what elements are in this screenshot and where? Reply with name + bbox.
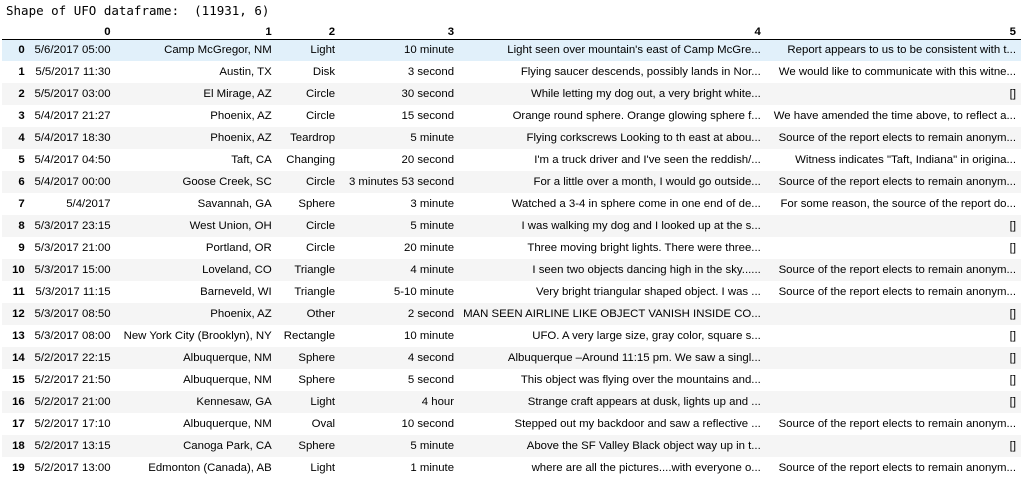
table-cell: 3 second [407, 66, 455, 78]
table-cell: Watched a 3-4 in sphere come in one end of de... [511, 198, 761, 210]
table-cell: Barneveld, WI [200, 286, 272, 298]
table-cell: We have amended the time above, to reflect a... [773, 110, 1016, 122]
table-cell: Sphere [298, 198, 336, 210]
table-cell: 5/4/2017 [66, 198, 111, 210]
table-cell: 5 second [407, 374, 455, 386]
table-cell: Stepped out my backdoor and saw a reflective ... [514, 418, 761, 430]
table-row [2, 105, 1021, 127]
table-cell: [] [1009, 220, 1016, 232]
table-cell: For a little over a month, I would go outside... [533, 176, 761, 188]
table-cell: Savannah, GA [197, 198, 272, 210]
column-header: 0 [30, 20, 116, 39]
table-cell: 4 hour [421, 396, 455, 408]
table-row [2, 435, 1021, 457]
table-cell: [] [1009, 308, 1016, 320]
row-index: 0 [18, 44, 25, 57]
table-cell: 5/4/2017 04:50 [34, 154, 111, 166]
table-cell: Phoenix, AZ [210, 308, 272, 320]
table-cell: Above the SF Valley Black object way up in t... [526, 440, 761, 452]
table-cell: Kennesaw, GA [196, 396, 272, 408]
table-cell: El Mirage, AZ [203, 88, 272, 100]
table-cell: 1 minute [410, 462, 455, 474]
table-cell: I was walking my dog and I looked up at the s... [521, 220, 761, 232]
table-cell: Light seen over mountain's east of Camp McGre... [507, 44, 761, 57]
table-cell: Sphere [298, 440, 336, 452]
table-cell: [] [1009, 242, 1016, 254]
table-cell: 5/3/2017 21:00 [34, 242, 111, 254]
row-index: 4 [18, 132, 25, 144]
table-cell: [] [1009, 374, 1016, 386]
table-row [2, 215, 1021, 237]
table-cell: 5/3/2017 11:15 [35, 286, 111, 298]
row-index: 2 [18, 88, 25, 100]
table-cell: 4 minute [410, 264, 455, 276]
table-row [2, 171, 1021, 193]
table-cell: Triangle [294, 264, 336, 276]
table-cell: Rectangle [283, 330, 336, 342]
table-cell: Circle [305, 220, 336, 232]
table-cell: I seen two objects dancing high in the sky...... [532, 264, 761, 276]
table-cell: Circle [305, 176, 336, 188]
table-cell: 5-10 minute [393, 286, 455, 298]
table-row [2, 127, 1021, 149]
table-cell: Other [306, 308, 336, 320]
table-cell: Oval [311, 418, 336, 430]
table-cell: MAN SEEN AIRLINE LIKE OBJECT VANISH INSIDE CO... [463, 308, 761, 320]
table-cell: Portland, OR [205, 242, 272, 254]
table-cell: Sphere [298, 374, 336, 386]
table-cell: 5/3/2017 15:00 [34, 264, 111, 276]
table-cell: Albuquerque –Around 11:15 pm. We saw a singl... [507, 352, 761, 364]
table-cell: 5/2/2017 13:15 [34, 440, 111, 452]
table-cell: Camp McGregor, NM [164, 44, 272, 57]
ufo-dataframe-table [2, 20, 1021, 479]
row-index: 8 [18, 220, 25, 232]
column-header: 1 [116, 20, 277, 39]
table-cell: I'm a truck driver and I've seen the reddish/... [534, 154, 761, 166]
table-cell: 4 second [407, 352, 455, 364]
table-cell: Very bright triangular shaped object. I was ... [536, 286, 761, 298]
table-cell: [] [1009, 440, 1016, 452]
table-cell: 5/2/2017 17:10 [34, 418, 111, 430]
table-cell: 5/2/2017 21:50 [34, 374, 111, 386]
table-cell: 5/5/2017 11:30 [35, 66, 111, 78]
table-cell: Circle [305, 242, 336, 254]
table-cell: Flying corkscrews Looking to th east at abou... [526, 132, 761, 144]
table-row [2, 391, 1021, 413]
table-cell: Disk [312, 66, 336, 78]
table-row [2, 39, 1021, 61]
table-cell: 5 minute [410, 440, 455, 452]
row-index: 11 [12, 286, 25, 298]
table-cell: 2 second [407, 308, 455, 320]
column-header: 4 [459, 20, 766, 39]
table-cell: We would like to communicate with this witne... [778, 66, 1016, 78]
table-body [2, 39, 1021, 479]
row-index: 9 [18, 242, 25, 254]
table-cell: Circle [305, 88, 336, 100]
column-header: 2 [277, 20, 340, 39]
dataframe-shape-output: Shape of UFO dataframe: (11931, 6) [6, 3, 270, 18]
table-cell: For some reason, the source of the report do... [780, 198, 1016, 210]
table-cell: Edmonton (Canada), AB [148, 462, 272, 474]
table-cell: where are all the pictures....with everyone o... [531, 462, 761, 474]
table-cell: Three moving bright lights. There were three... [527, 242, 761, 254]
table-cell: Source of the report elects to remain anonym... [778, 176, 1016, 188]
table-cell: Loveland, CO [202, 264, 272, 276]
table-cell: 10 second [401, 418, 455, 430]
table-cell: 15 second [401, 110, 455, 122]
column-header: 5 [766, 20, 1021, 39]
table-cell: 5/3/2017 23:15 [34, 220, 111, 232]
column-header: 3 [340, 20, 459, 39]
index-header [2, 20, 30, 39]
table-row [2, 303, 1021, 325]
row-index: 17 [12, 418, 25, 430]
table-cell: 5/5/2017 03:00 [34, 88, 111, 100]
table-cell: Albuquerque, NM [183, 418, 272, 430]
table-cell: Source of the report elects to remain anonym... [778, 264, 1016, 276]
table-cell: Albuquerque, NM [183, 352, 272, 364]
table-cell: New York City (Brooklyn), NY [123, 330, 272, 342]
row-index: 15 [12, 374, 25, 386]
table-cell: 30 second [401, 88, 455, 100]
table-cell: 5 minute [410, 220, 455, 232]
table-cell: 5/2/2017 13:00 [34, 462, 111, 474]
table-row [2, 83, 1021, 105]
row-index: 18 [12, 440, 25, 452]
table-row [2, 61, 1021, 83]
row-index: 6 [18, 176, 25, 188]
table-row [2, 237, 1021, 259]
table-cell: [] [1009, 330, 1016, 342]
table-cell: Report appears to us to be consistent with t... [787, 44, 1016, 57]
table-cell: Source of the report elects to remain anonym... [778, 462, 1016, 474]
table-cell: [] [1009, 88, 1016, 100]
row-index: 7 [18, 198, 25, 210]
table-cell: Sphere [298, 352, 336, 364]
table-row [2, 325, 1021, 347]
table-cell: Phoenix, AZ [210, 132, 272, 144]
table-cell: While letting my dog out, a very bright white... [530, 88, 761, 100]
table-cell: Teardrop [290, 132, 336, 144]
table-cell: Flying saucer descends, possibly lands in Nor... [520, 66, 761, 78]
table-cell: Circle [305, 110, 336, 122]
table-cell: Goose Creek, SC [182, 176, 272, 188]
table-cell: Phoenix, AZ [210, 110, 272, 122]
table-cell: Austin, TX [219, 66, 272, 78]
table-cell: 5/3/2017 08:50 [34, 308, 111, 320]
row-index: 19 [12, 462, 25, 474]
row-index: 5 [18, 154, 25, 166]
table-cell: Orange round sphere. Orange glowing sphere f... [512, 110, 761, 122]
table-cell: Source of the report elects to remain anonym... [778, 286, 1016, 298]
table-row [2, 347, 1021, 369]
table-cell: 5/4/2017 18:30 [34, 132, 111, 144]
table-cell: 5/6/2017 05:00 [34, 44, 111, 57]
table-cell: [] [1009, 396, 1016, 408]
table-cell: Witness indicates "Taft, Indiana" in origina... [795, 154, 1016, 166]
table-cell: 10 minute [404, 44, 455, 57]
table-cell: 5/4/2017 00:00 [34, 176, 111, 188]
table-cell: Light [310, 44, 336, 57]
table-row [2, 413, 1021, 435]
table-cell: Changing [286, 154, 336, 166]
table-cell: 5/4/2017 21:27 [34, 110, 111, 122]
table-header-row [2, 20, 1021, 39]
table-cell: Canoga Park, CA [183, 440, 272, 452]
row-index: 12 [12, 308, 25, 320]
table-cell: 5/3/2017 08:00 [34, 330, 111, 342]
table-row [2, 369, 1021, 391]
table-row [2, 149, 1021, 171]
table-cell: Source of the report elects to remain anonym... [778, 132, 1016, 144]
table-cell: Strange craft appears at dusk, lights up and ... [527, 396, 761, 408]
table-row [2, 457, 1021, 479]
table-cell: 3 minute [410, 198, 455, 210]
table-cell: UFO. A very large size, gray color, square s... [532, 330, 761, 342]
table-cell: Source of the report elects to remain anonym... [778, 418, 1016, 430]
row-index: 3 [18, 110, 25, 122]
table-cell: West Union, OH [189, 220, 272, 232]
row-index: 16 [12, 396, 25, 408]
table-row [2, 259, 1021, 281]
row-index: 14 [12, 352, 25, 364]
table-cell: This object was flying over the mountains and... [520, 374, 761, 386]
row-index: 10 [12, 264, 25, 276]
table-cell: 20 minute [404, 242, 455, 254]
table-cell: 5/2/2017 22:15 [34, 352, 111, 364]
table-row [2, 193, 1021, 215]
table-row [2, 281, 1021, 303]
table-cell: 5 minute [410, 132, 455, 144]
table-cell: Light [310, 462, 336, 474]
table-cell: Taft, CA [231, 154, 272, 166]
table-cell: 5/2/2017 21:00 [34, 396, 111, 408]
table-cell: [] [1009, 352, 1016, 364]
table-cell: Triangle [294, 286, 336, 298]
table-cell: Light [310, 396, 336, 408]
row-index: 13 [12, 330, 25, 342]
table-cell: Albuquerque, NM [183, 374, 272, 386]
table-cell: 10 minute [404, 330, 455, 342]
table-cell: 20 second [401, 154, 455, 166]
table-cell: 3 minutes 53 second [348, 176, 455, 188]
row-index: 1 [18, 66, 25, 78]
